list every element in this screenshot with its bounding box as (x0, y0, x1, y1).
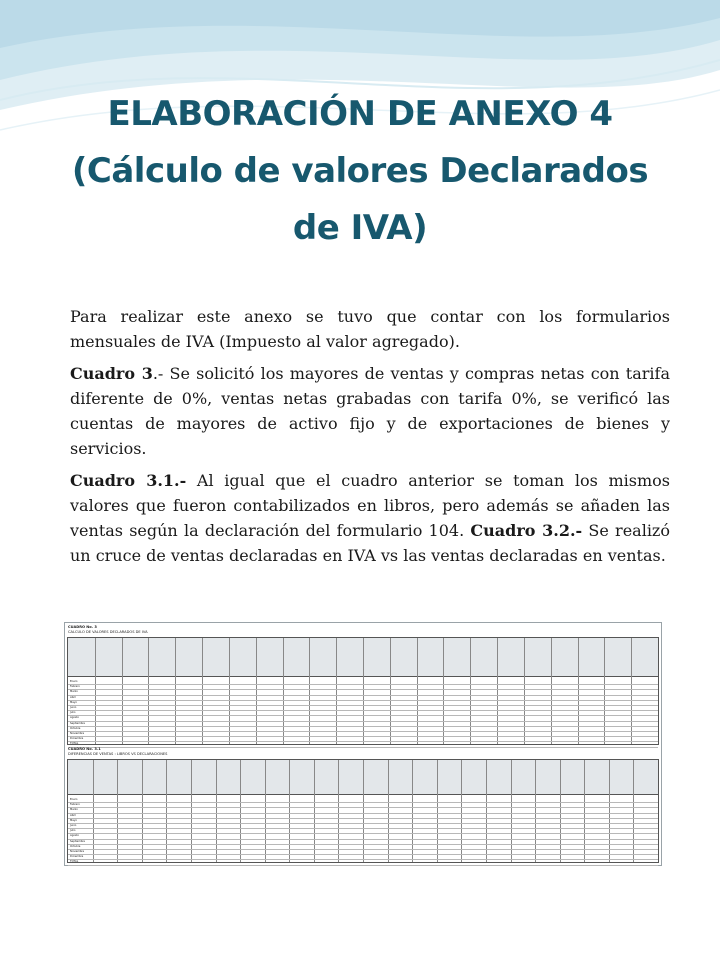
grid-column-line (633, 760, 634, 862)
grid-column-line (584, 760, 585, 862)
grid-column-line (390, 638, 391, 744)
table-row (68, 844, 658, 845)
month-label: Julio (70, 711, 76, 715)
month-label: Mayo (70, 700, 77, 704)
cuadro3-text: .- Se solicitó los mayores de ventas y compras netas con tarifa diferente de 0%, ventas netas grabadas con tarifa 0%, se verificó las cuentas de mayores de activo fijo y de exportaciones de bienes y servicios. (70, 364, 670, 458)
table-row (68, 721, 658, 722)
grid-column-line (363, 638, 364, 744)
month-label: Enero (70, 798, 78, 801)
grid-column-line (437, 760, 438, 862)
grid-column-line (578, 638, 579, 744)
table2-subcaption: DIFERENCIAS DE VENTAS : LIBROS VS DECLARACIONES (68, 752, 168, 756)
grid-column-line (461, 760, 462, 862)
table-row (68, 807, 658, 808)
spreadsheet-image (64, 622, 662, 866)
table1-caption: CUADRO No. 3 (68, 625, 97, 629)
grid-column-line (524, 638, 525, 744)
grid-column-line (560, 760, 561, 862)
month-label: Junio (70, 706, 77, 709)
table2-caption: CUADRO No. 3.1 (68, 747, 101, 751)
grid-column-line (338, 760, 339, 862)
table-row (68, 849, 658, 850)
cuadro31-label: Cuadro 3.1.- (70, 471, 187, 490)
table-row (68, 828, 658, 829)
month-label: Noviembre (70, 732, 85, 735)
slide-title (30, 86, 690, 257)
table-row (68, 854, 658, 855)
month-label: Octubre (70, 726, 81, 730)
month-label: Febrero (70, 685, 80, 689)
table-row (68, 689, 658, 690)
grid-column-line (631, 638, 632, 744)
grid-column-line (142, 760, 143, 862)
table-row (68, 741, 658, 742)
grid-column-line (470, 638, 471, 744)
grid-column-line (166, 760, 167, 862)
table-row (68, 715, 658, 716)
month-label: Diciembre (70, 855, 84, 859)
grid-column-line (256, 638, 257, 744)
grid-column-line (443, 638, 444, 744)
grid-column-line (314, 760, 315, 862)
month-label: TOTAL (70, 742, 79, 746)
month-label: Septiembre (70, 721, 86, 725)
month-label: Marzo (70, 690, 78, 694)
grid-column-line (229, 638, 230, 744)
table-row (68, 818, 658, 819)
grid-column-line (216, 760, 217, 862)
table-row (68, 823, 658, 824)
title-line-3: de IVA) (292, 208, 428, 248)
grid-column-line (117, 760, 118, 862)
table-row (68, 710, 658, 711)
month-label: Febrero (70, 803, 80, 807)
month-label: Julio (70, 829, 76, 833)
grid-column-line (511, 760, 512, 862)
body-text (70, 304, 670, 575)
grid-column-line (309, 638, 310, 744)
month-label: Septiembre (70, 839, 86, 843)
grid-column-line (191, 760, 192, 862)
grid-column-line (175, 638, 176, 744)
intro-paragraph: Para realizar este anexo se tuvo que contar con los formularios mensuales de IVA (Impuesto al valor agregado). (70, 307, 670, 351)
cuadro32-label: Cuadro 3.2.- (470, 521, 583, 540)
grid-column-line (336, 638, 337, 744)
month-label: Mayo (70, 818, 77, 822)
table1-grid (67, 637, 659, 745)
month-label: Abril (70, 695, 76, 699)
table-row (68, 802, 658, 803)
month-label: Agosto (70, 834, 79, 838)
grid-column-line (551, 638, 552, 744)
table-row (68, 731, 658, 732)
grid-column-line (363, 760, 364, 862)
cuadro32-text: Se realizó un cruce de ventas declaradas en IVA vs las ventas declaradas en ventas. (70, 521, 670, 565)
grid-column-line (412, 760, 413, 862)
cuadro3-label: Cuadro 3 (70, 364, 153, 383)
table-row (68, 684, 658, 685)
grid-column-line (535, 760, 536, 862)
month-label: TOTAL (70, 860, 79, 864)
grid-column-line (148, 638, 149, 744)
title-line-2: (Cálculo de valores Declarados (71, 151, 649, 191)
grid-column-line (95, 638, 96, 744)
title-line-1: ELABORACIÓN DE ANEXO 4 (107, 94, 613, 134)
cuadro31-text: Al igual que el cuadro anterior se toman los mismos valores que fueron contabilizados en libros, pero además se añaden las ventas según la declaración del formulario 104. (70, 471, 671, 540)
table-row (68, 726, 658, 727)
table-row (68, 839, 658, 840)
grid-column-line (283, 638, 284, 744)
table-row (68, 747, 658, 748)
table-row (68, 833, 658, 834)
grid-column-line (486, 760, 487, 862)
cuadro31-paragraph (70, 468, 670, 568)
grid-column-line (122, 638, 123, 744)
grid-column-line (497, 638, 498, 744)
month-label: Enero (70, 680, 78, 683)
table-row (68, 865, 658, 866)
table-row (68, 813, 658, 814)
grid-column-line (388, 760, 389, 862)
month-label: Agosto (70, 716, 79, 720)
table1-subcaption: CALCULO DE VALORES DECLARADOS DE IVA (68, 630, 148, 634)
table2-grid (67, 759, 659, 863)
table-row (68, 859, 658, 860)
month-label: Marzo (70, 808, 78, 812)
grid-column-line (289, 760, 290, 862)
grid-column-line (265, 760, 266, 862)
month-label: Abril (70, 813, 76, 817)
grid-column-line (604, 638, 605, 744)
grid-column-line (93, 760, 94, 862)
cuadro3-paragraph (70, 361, 670, 461)
grid-column-line (609, 760, 610, 862)
month-label: Noviembre (70, 850, 85, 853)
grid-column-line (202, 638, 203, 744)
table-row (68, 700, 658, 701)
grid-column-line (417, 638, 418, 744)
month-label: Octubre (70, 844, 81, 848)
table-row (68, 695, 658, 696)
grid-column-line (240, 760, 241, 862)
month-label: Junio (70, 824, 77, 827)
month-label: Diciembre (70, 737, 84, 741)
table-row (68, 705, 658, 706)
table-row (68, 736, 658, 737)
